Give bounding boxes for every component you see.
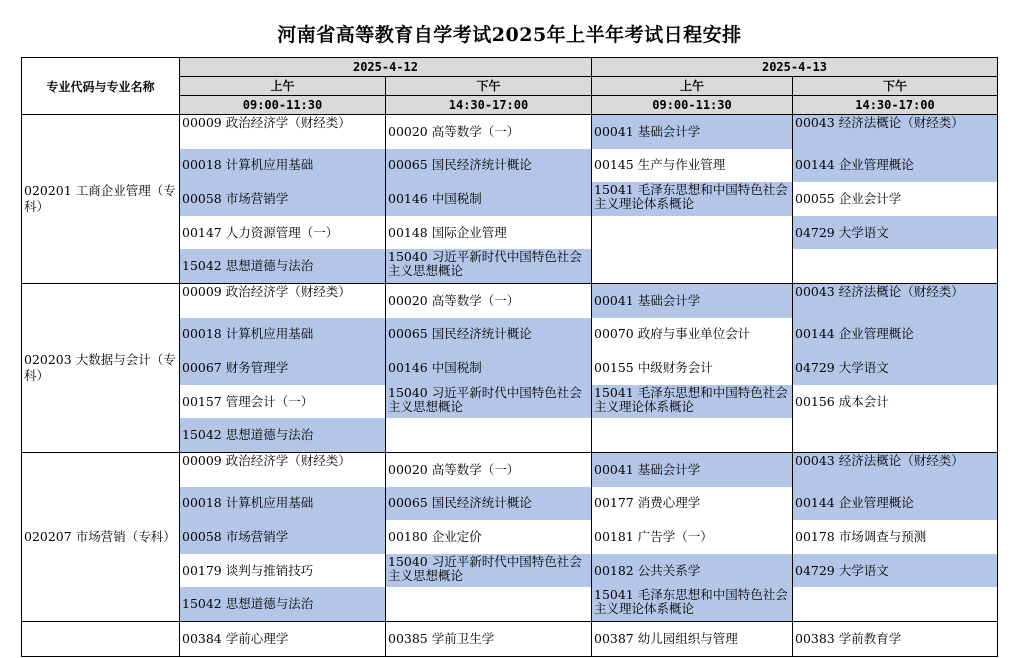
course-entry: 00009 政治经济学（财经类） [182, 115, 351, 130]
course-entry: 00009 政治经济学（财经类） [182, 452, 351, 468]
course-entry: 00043 经济法概论（财经类） [793, 453, 997, 487]
exam-session-cell [386, 452, 592, 621]
course-entry: 00018 计算机应用基础 [180, 318, 385, 352]
course-entry: 00146 中国税制 [386, 182, 591, 216]
course-entry: 00177 消费心理学 [594, 495, 701, 511]
course-entry: 15040 习近平新时代中国特色社会主义思想概论 [386, 385, 591, 419]
exam-session-cell [793, 283, 998, 452]
exam-schedule-table [21, 57, 998, 657]
course-entry: 15042 思想道德与法治 [180, 249, 385, 283]
document-title: 河南省高等教育自学考试2025年上半年考试日程安排 [277, 24, 742, 46]
course-entry: 00383 学前教育学 [795, 630, 902, 646]
course-entry: 00155 中级财务会计 [594, 359, 713, 375]
course-entry: 00180 企业定价 [388, 528, 482, 544]
date-header-2: 2025-4-13 [592, 58, 998, 77]
period-header-2: 下午 [386, 77, 592, 96]
exam-session-cell [180, 115, 386, 284]
course-entry: 00009 政治经济学（财经类） [182, 283, 351, 299]
period-header-4: 下午 [793, 77, 998, 96]
course-entry: 04729 大学语文 [793, 554, 997, 588]
course-entry: 00065 国民经济统计概论 [386, 487, 591, 521]
course-entry: 00144 企业管理概论 [793, 487, 997, 521]
course-entry: 00179 谈判与推销技巧 [182, 562, 314, 578]
course-entry: 00181 广告学（一） [594, 528, 713, 544]
time-header-4: 14:30-17:00 [793, 96, 998, 115]
course-entry: 00041 基础会计学 [592, 115, 792, 149]
course-entry: 15042 思想道德与法治 [180, 587, 385, 621]
course-entry: 00148 国际企业管理 [388, 224, 507, 240]
major-row [22, 452, 998, 621]
exam-session-cell [180, 621, 386, 656]
exam-session-cell [386, 115, 592, 284]
course-entry: 04729 大学语文 [793, 351, 997, 385]
course-entry: 00145 生产与作业管理 [594, 157, 726, 173]
course-entry: 04729 大学语文 [793, 216, 997, 250]
course-entry: 00157 管理会计（一） [182, 393, 314, 409]
course-entry: 00387 幼儿园组织与管理 [594, 630, 738, 646]
time-header-1: 09:00-11:30 [180, 96, 386, 115]
exam-session-cell [180, 452, 386, 621]
major-name [22, 621, 180, 656]
course-entry: 15041 毛泽东思想和中国特色社会主义理论体系概论 [592, 182, 792, 216]
course-entry: 00065 国民经济统计概论 [386, 318, 591, 352]
course-entry: 00384 学前心理学 [182, 630, 289, 646]
course-entry: 00055 企业会计学 [795, 190, 902, 206]
course-entry: 00385 学前卫生学 [388, 630, 495, 646]
course-entry: 00182 公共关系学 [592, 554, 792, 588]
exam-session-cell [592, 283, 793, 452]
exam-session-cell [592, 452, 793, 621]
course-entry: 15042 思想道德与法治 [180, 418, 385, 452]
period-header-1: 上午 [180, 77, 386, 96]
course-entry: 00178 市场调查与预测 [795, 528, 927, 544]
period-header-3: 上午 [592, 77, 793, 96]
course-entry: 00018 计算机应用基础 [180, 149, 385, 183]
course-entry: 00144 企业管理概论 [793, 318, 997, 352]
course-entry: 00041 基础会计学 [592, 453, 792, 487]
course-entry: 00156 成本会计 [795, 393, 889, 409]
major-column-header: 专业代码与专业名称 [22, 58, 180, 115]
course-entry: 00020 高等数学（一） [388, 123, 520, 139]
course-entry: 00043 经济法概论（财经类） [793, 284, 997, 318]
course-entry: 15040 习近平新时代中国特色社会主义思想概论 [386, 554, 591, 588]
course-entry: 00018 计算机应用基础 [180, 487, 385, 521]
major-row [22, 621, 998, 656]
course-entry: 15041 毛泽东思想和中国特色社会主义理论体系概论 [592, 385, 792, 419]
course-entry: 00043 经济法概论（财经类） [793, 115, 997, 149]
exam-session-cell [592, 115, 793, 284]
major-name: 020201 工商企业管理（专科） [22, 115, 180, 284]
exam-session-cell [793, 621, 998, 656]
course-entry: 00020 高等数学（一） [388, 292, 520, 308]
major-name: 020207 市场营销（专科） [22, 452, 180, 621]
course-entry: 00041 基础会计学 [592, 284, 792, 318]
exam-session-cell [386, 621, 592, 656]
course-entry: 15040 习近平新时代中国特色社会主义思想概论 [386, 249, 591, 283]
exam-session-cell [793, 452, 998, 621]
header-row-dates [22, 58, 998, 77]
exam-session-cell [793, 115, 998, 284]
major-row [22, 283, 998, 452]
major-name: 020203 大数据与会计（专科） [22, 283, 180, 452]
exam-session-cell [386, 283, 592, 452]
course-entry: 00020 高等数学（一） [388, 461, 520, 477]
course-entry: 00058 市场营销学 [180, 520, 385, 554]
course-entry: 00146 中国税制 [386, 351, 591, 385]
course-entry: 00144 企业管理概论 [793, 149, 997, 183]
time-header-3: 09:00-11:30 [592, 96, 793, 115]
course-entry: 00147 人力资源管理（一） [182, 224, 339, 240]
exam-session-cell [592, 621, 793, 656]
major-row [22, 115, 998, 284]
exam-session-cell [180, 283, 386, 452]
course-entry: 00058 市场营销学 [180, 182, 385, 216]
date-header-1: 2025-4-12 [180, 58, 592, 77]
course-entry: 00065 国民经济统计概论 [386, 149, 591, 183]
course-entry: 00067 财务管理学 [180, 351, 385, 385]
course-entry: 15041 毛泽东思想和中国特色社会主义理论体系概论 [592, 587, 792, 621]
time-header-2: 14:30-17:00 [386, 96, 592, 115]
course-entry: 00070 政府与事业单位会计 [594, 326, 751, 342]
